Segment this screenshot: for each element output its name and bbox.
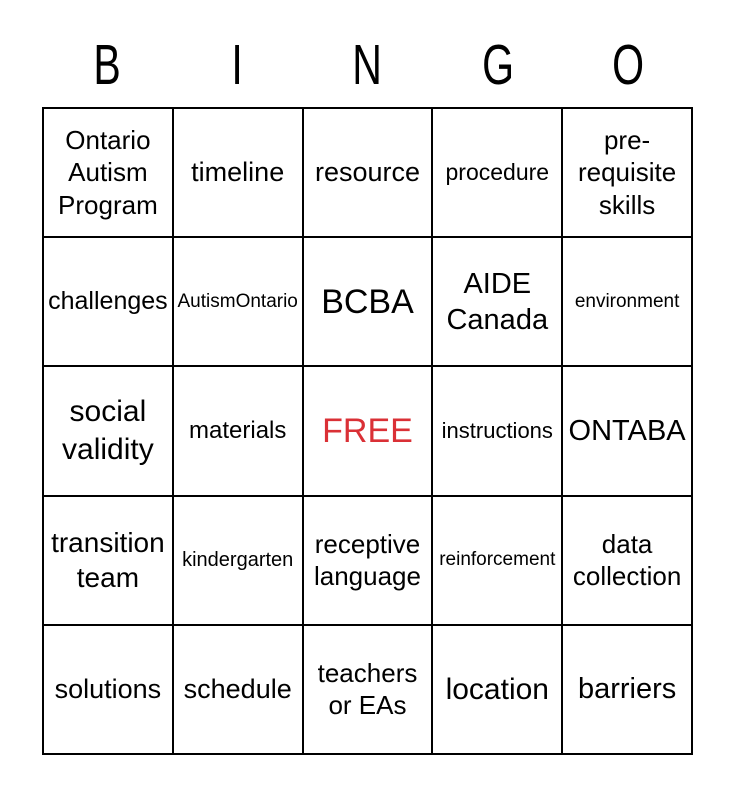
bingo-cell-r2c4[interactable]: AIDE Canada (433, 238, 561, 365)
bingo-cell-r5c1[interactable]: solutions (44, 626, 172, 753)
bingo-cell-r3c2[interactable]: materials (174, 367, 302, 494)
bingo-cell-r5c4[interactable]: location (433, 626, 561, 753)
title-letter-i: I (231, 33, 244, 97)
bingo-cell-r5c3[interactable]: teachers or EAs (304, 626, 432, 753)
bingo-cell-r4c1[interactable]: transition team (44, 497, 172, 624)
bingo-cell-r3c5[interactable]: ONTABA (563, 367, 691, 494)
bingo-cell-r5c5[interactable]: barriers (563, 626, 691, 753)
free-space-cell[interactable]: FREE (304, 367, 432, 494)
bingo-cell-r2c3[interactable]: BCBA (304, 238, 432, 365)
bingo-cell-r2c5[interactable]: environment (563, 238, 691, 365)
title-letter-n: N (352, 33, 383, 97)
bingo-cell-r4c2[interactable]: kindergarten (174, 497, 302, 624)
bingo-cell-r1c3[interactable]: resource (304, 109, 432, 236)
bingo-cell-r4c4[interactable]: reinforcement (433, 497, 561, 624)
bingo-cell-r1c5[interactable]: pre-requisite skills (563, 109, 691, 236)
bingo-cell-r2c1[interactable]: challenges (44, 238, 172, 365)
title-letter-b: B (93, 33, 121, 97)
bingo-cell-r5c2[interactable]: schedule (174, 626, 302, 753)
title-letter-g: G (481, 33, 514, 97)
bingo-cell-r4c3[interactable]: receptive language (304, 497, 432, 624)
bingo-cell-r4c5[interactable]: data collection (563, 497, 691, 624)
bingo-cell-r3c4[interactable]: instructions (433, 367, 561, 494)
bingo-cell-r1c2[interactable]: timeline (174, 109, 302, 236)
title-letter-o: O (611, 33, 644, 97)
bingo-cell-r1c1[interactable]: Ontario Autism Program (44, 109, 172, 236)
bingo-cell-r1c4[interactable]: procedure (433, 109, 561, 236)
bingo-grid (42, 107, 693, 755)
bingo-cell-r2c2[interactable]: AutismOntario (174, 238, 302, 365)
bingo-cell-r3c1[interactable]: social validity (44, 367, 172, 494)
bingo-title (42, 32, 693, 98)
